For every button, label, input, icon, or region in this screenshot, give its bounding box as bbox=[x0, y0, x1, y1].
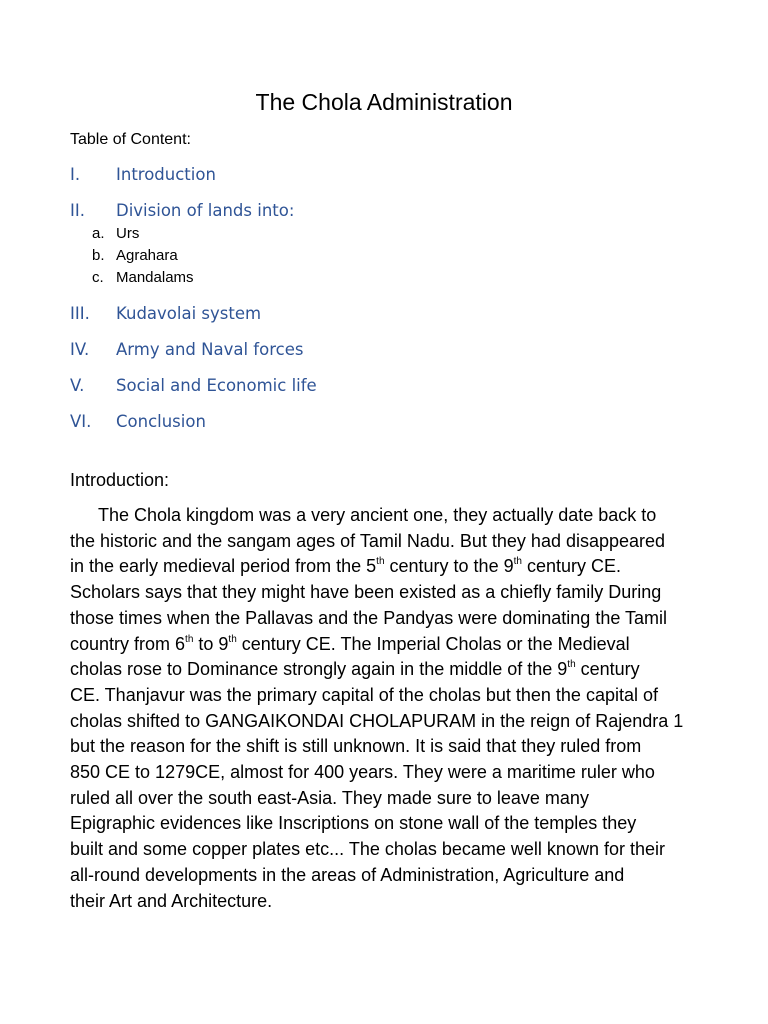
text-run: The Chola kingdom was a very ancient one, they actually date back to bbox=[98, 505, 657, 525]
toc-number: V. bbox=[70, 376, 85, 395]
toc-subitem bbox=[92, 246, 178, 266]
paragraph-line bbox=[70, 786, 698, 812]
text-run: built and some copper plates etc... The cholas became well known for their bbox=[70, 839, 665, 860]
text-run: but the reason for the shift is still unknown. It is said that they ruled from bbox=[70, 736, 642, 757]
toc-label-text: Introduction bbox=[116, 165, 216, 184]
superscript: th bbox=[185, 633, 194, 645]
superscript: th bbox=[228, 633, 237, 645]
text-run: those times when the Pallavas and the Pandyas were dominating the Tamil bbox=[70, 607, 668, 628]
toc-label-text: Army and Naval forces bbox=[116, 340, 304, 359]
subitem-letter: c. bbox=[92, 269, 104, 286]
subitem-label: Agrahara bbox=[116, 247, 178, 264]
toc-number: IV. bbox=[70, 340, 90, 359]
text-run: century CE. bbox=[521, 556, 621, 577]
toc-number: III. bbox=[70, 304, 90, 323]
superscript: th bbox=[376, 556, 385, 568]
toc-subitem bbox=[92, 268, 194, 288]
paragraph-line bbox=[70, 811, 698, 837]
text-run: century CE. The Imperial Cholas or the Medieval bbox=[236, 633, 630, 654]
toc-item[interactable] bbox=[70, 375, 317, 397]
subitem-letter: b. bbox=[92, 247, 105, 264]
text-run: to 9 bbox=[193, 633, 229, 654]
paragraph-line bbox=[70, 683, 698, 709]
text-run: century to the 9 bbox=[384, 556, 514, 577]
subitem-label: Urs bbox=[116, 225, 140, 242]
toc-subitem bbox=[92, 224, 139, 244]
paragraph-line bbox=[70, 760, 698, 786]
toc-label-text: Kudavolai system bbox=[116, 304, 262, 323]
superscript: th bbox=[513, 556, 522, 568]
toc-item[interactable] bbox=[70, 303, 261, 325]
toc-label-text: Division of lands into: bbox=[116, 201, 295, 220]
text-run: in the early medieval period from the 5 bbox=[70, 556, 377, 577]
paragraph-line bbox=[70, 554, 698, 580]
section-heading: Introduction: bbox=[70, 470, 170, 490]
introduction-paragraph bbox=[70, 503, 698, 914]
toc-number: II. bbox=[70, 201, 85, 220]
paragraph-line bbox=[70, 632, 698, 658]
toc-label: Table of Content: bbox=[70, 131, 191, 148]
paragraph-line bbox=[70, 863, 698, 889]
text-run: CE. Thanjavur was the primary capital of the cholas but then the capital of bbox=[70, 684, 658, 705]
paragraph-line bbox=[70, 503, 698, 529]
text-run: 850 CE to 1279CE, almost for 400 years. They were a maritime ruler who bbox=[70, 762, 655, 783]
toc-item[interactable] bbox=[70, 339, 303, 361]
paragraph-line bbox=[70, 837, 698, 863]
document-title: The Chola Administration bbox=[255, 89, 513, 115]
text-run: Epigraphic evidences like Inscriptions on stone wall of the temples they bbox=[70, 813, 637, 834]
paragraph-line bbox=[70, 734, 698, 760]
toc-label-text: Conclusion bbox=[116, 412, 206, 431]
text-run: Scholars says that they might have been existed as a chiefly family During bbox=[70, 582, 662, 603]
text-run: cholas shifted to GANGAIKONDAI CHOLAPURAM in the reign of Rajendra 1 bbox=[70, 710, 684, 731]
text-run: cholas rose to Dominance strongly again in the middle of the 9 bbox=[70, 659, 568, 680]
text-run: all-round developments in the areas of Administration, Agriculture and bbox=[70, 864, 625, 885]
superscript: th bbox=[567, 659, 576, 671]
paragraph-line bbox=[70, 709, 698, 735]
paragraph-line bbox=[70, 606, 698, 632]
subitem-label: Mandalams bbox=[116, 269, 194, 286]
text-run: the historic and the sangam ages of Tamil Nadu. But they had disappeared bbox=[70, 530, 666, 551]
paragraph-line bbox=[70, 657, 698, 683]
toc-label-text: Social and Economic life bbox=[116, 376, 317, 395]
paragraph-line bbox=[70, 529, 698, 555]
toc-item[interactable] bbox=[70, 200, 294, 222]
text-run: century bbox=[575, 659, 640, 680]
paragraph-line bbox=[70, 889, 698, 915]
toc-number: I. bbox=[70, 165, 81, 184]
toc-item[interactable] bbox=[70, 164, 216, 186]
toc-number: VI. bbox=[70, 412, 92, 431]
paragraph-line bbox=[70, 580, 698, 606]
subitem-letter: a. bbox=[92, 225, 105, 242]
text-run: their Art and Architecture. bbox=[70, 890, 273, 911]
text-run: ruled all over the south east-Asia. They made sure to leave many bbox=[70, 787, 589, 808]
toc-item[interactable] bbox=[70, 411, 206, 433]
text-run: country from 6 bbox=[70, 633, 186, 654]
